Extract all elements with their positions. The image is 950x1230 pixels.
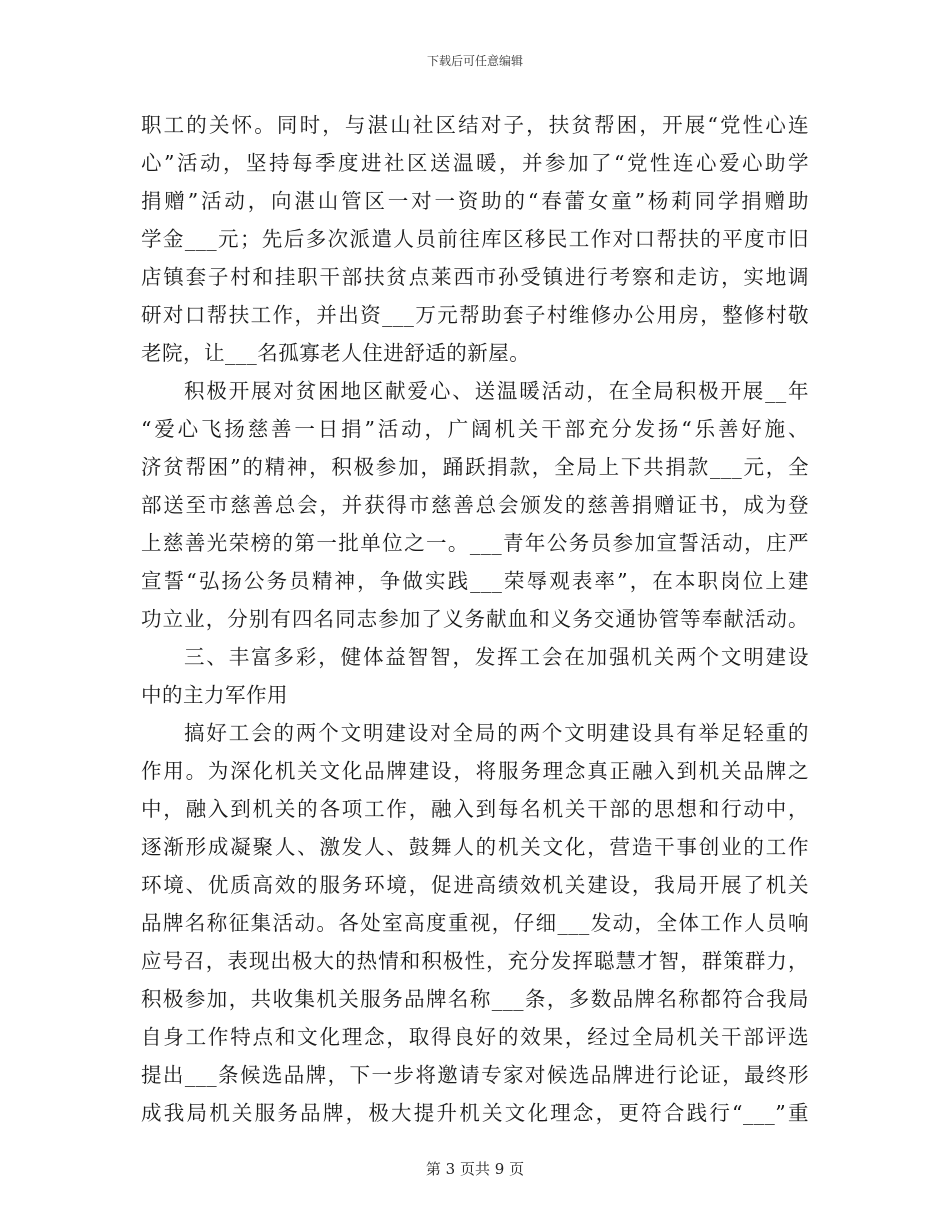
text-line: 学金___元；先后多次派遣人员前往库区移民工作对口帮扶的平度市旧: [141, 227, 809, 251]
text-line: 部送至市慈善总会，并获得市慈善总会颁发的慈善捐赠证书，成为登: [141, 493, 809, 517]
page-header: 下载后可任意编辑: [426, 54, 523, 68]
text-line: 品牌名称征集活动。各处室高度重视，仔细___发动，全体工作人员响: [141, 911, 809, 935]
text-line: “爱心飞扬慈善一日捐”活动，广阔机关干部充分发扬“乐善好施、: [141, 417, 809, 441]
text-line: 中的主力军作用: [141, 683, 288, 707]
text-line: 逐渐形成凝聚人、激发人、鼓舞人的机关文化，营造干事创业的工作: [141, 835, 809, 859]
text-line: 上慈善光荣榜的第一批单位之一。___青年公务员参加宣誓活动，庄严: [141, 531, 809, 555]
text-line: 职工的关怀。同时，与湛山社区结对子，扶贫帮困，开展“党性心连: [141, 113, 809, 137]
text-line: 心”活动，坚持每季度进社区送温暖，并参加了“党性连心爱心助学: [141, 151, 809, 175]
page-footer: 第 3 页共 9 页: [425, 1160, 525, 1178]
text-line: 济贫帮困”的精神，积极参加，踊跃捐款，全局上下共捐款___元，全: [141, 455, 809, 479]
text-line: 捐赠”活动，向湛山管区一对一资助的“春蕾女童”杨莉同学捐赠助: [141, 189, 809, 213]
text-line: 环境、优质高效的服务环境，促进高绩效机关建设，我局开展了机关: [141, 873, 809, 897]
text-line: 自身工作特点和文化理念，取得良好的效果，经过全局机关干部评选: [141, 1025, 809, 1049]
text-line: 成我局机关服务品牌，极大提升机关文化理念，更符合践行“___”重: [141, 1101, 809, 1125]
text-line: 提出___条候选品牌，下一步将邀请专家对候选品牌进行论证，最终形: [141, 1063, 809, 1087]
document-body: [141, 106, 809, 1132]
text-line: 搞好工会的两个文明建设对全局的两个文明建设具有举足轻重的: [184, 721, 809, 745]
text-line: 作用。为深化机关文化品牌建设，将服务理念真正融入到机关品牌之: [141, 759, 809, 783]
text-line: 功立业，分别有四名同志参加了义务献血和义务交通协管等奉献活动。: [141, 607, 809, 631]
text-line: 老院，让___名孤寡老人住进舒适的新屋。: [141, 341, 531, 365]
text-line: 中，融入到机关的各项工作，融入到每名机关干部的思想和行动中，: [141, 797, 809, 821]
text-line: 三、丰富多彩，健体益智智，发挥工会在加强机关两个文明建设: [184, 645, 809, 669]
text-line: 积极参加，共收集机关服务品牌名称___条，多数品牌名称都符合我局: [141, 987, 809, 1011]
text-line: 应号召，表现出极大的热情和积极性，充分发挥聪慧才智，群策群力，: [141, 949, 809, 973]
text-line: 积极开展对贫困地区献爱心、送温暖活动，在全局积极开展__年: [184, 379, 809, 403]
text-line: 宣誓“弘扬公务员精神，争做实践___荣辱观表率”，在本职岗位上建: [141, 569, 809, 593]
text-line: 研对口帮扶工作，并出资___万元帮助套子村维修办公用房，整修村敬: [141, 303, 809, 327]
text-line: 店镇套子村和挂职干部扶贫点莱西市孙受镇进行考察和走访，实地调: [141, 265, 809, 289]
